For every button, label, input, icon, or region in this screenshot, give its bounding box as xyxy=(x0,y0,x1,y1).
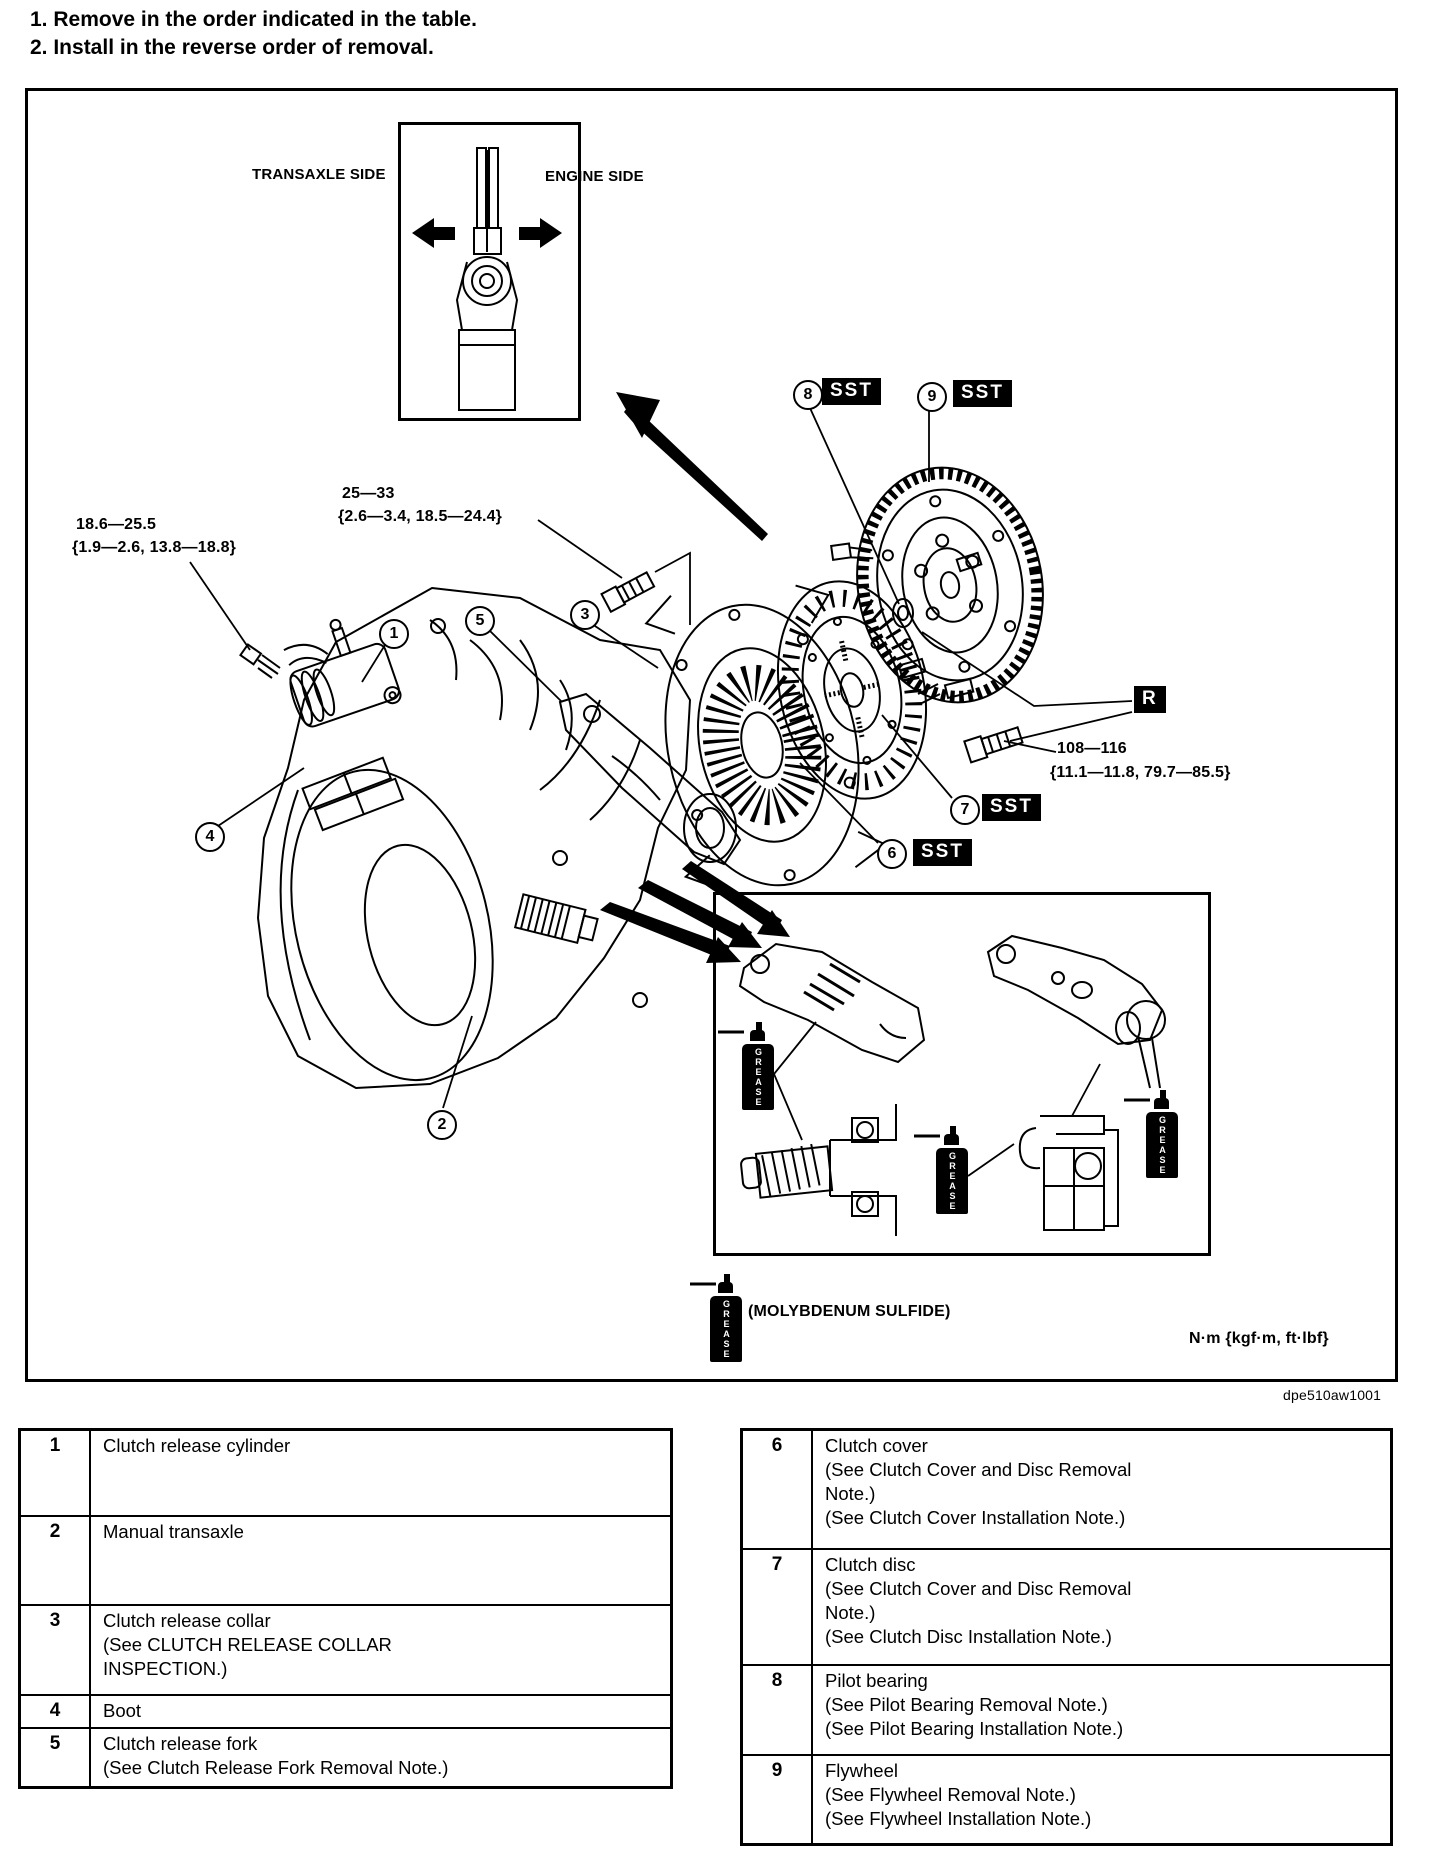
callout-5: 5 xyxy=(465,606,495,636)
torque-spec-1-alt: {1.9—2.6, 13.8—18.8} xyxy=(72,539,237,556)
callout-2: 2 xyxy=(427,1110,457,1140)
part-note: (See Clutch Cover and Disc Removal xyxy=(825,1578,1132,1599)
arrow-to-inset xyxy=(616,392,768,541)
table-row xyxy=(21,1604,670,1694)
table-row xyxy=(21,1515,670,1604)
clutch-cover-drawing xyxy=(628,563,889,905)
part-note: Note.) xyxy=(825,1602,876,1623)
torque-spec-2-alt: {2.6—3.4, 18.5—24.4} xyxy=(338,508,503,525)
table-row xyxy=(743,1754,1390,1843)
part-name: Clutch release cylinder xyxy=(103,1435,291,1456)
sst-badge-6: SST xyxy=(913,839,972,866)
engine-side-label: ENGINE SIDE xyxy=(545,168,644,185)
part-number: 9 xyxy=(743,1756,813,1843)
part-name: Boot xyxy=(103,1700,142,1721)
grease-bottle-icon xyxy=(742,1044,774,1110)
grease-bottle-icon xyxy=(1146,1112,1178,1178)
part-note: (See Flywheel Removal Note.) xyxy=(825,1784,1076,1805)
table-row xyxy=(743,1664,1390,1754)
callout-9: 9 xyxy=(917,382,947,412)
part-name: Clutch release fork xyxy=(103,1733,258,1754)
parts-table-right xyxy=(740,1428,1393,1846)
sst-badge-8: SST xyxy=(822,378,881,405)
part-name: Flywheel xyxy=(825,1760,898,1781)
table-row xyxy=(21,1431,670,1515)
callout-4: 4 xyxy=(195,822,225,852)
part-number: 2 xyxy=(21,1517,91,1604)
torque-spec-1-nm: 18.6—25.5 xyxy=(76,516,157,533)
grease-bottle-label: GREASE xyxy=(1157,1115,1168,1175)
grease-bottle-icon xyxy=(710,1296,742,1362)
part-note: (See Pilot Bearing Installation Note.) xyxy=(825,1718,1124,1739)
part-number: 7 xyxy=(743,1550,813,1664)
callout-6: 6 xyxy=(877,839,907,869)
callout-8: 8 xyxy=(793,380,823,410)
part-note: (See Clutch Cover Installation Note.) xyxy=(825,1507,1126,1528)
part-note: (See Flywheel Installation Note.) xyxy=(825,1808,1092,1829)
part-number: 6 xyxy=(743,1431,813,1548)
part-note: (See Pilot Bearing Removal Note.) xyxy=(825,1694,1108,1715)
inset-fork-drawing xyxy=(412,148,562,410)
table-row xyxy=(743,1431,1390,1548)
grease-bottle-icon xyxy=(936,1148,968,1214)
grease-bottle-label: GREASE xyxy=(947,1151,958,1211)
sst-badge-7: SST xyxy=(982,794,1041,821)
part-name: Pilot bearing xyxy=(825,1670,928,1691)
transaxle-drawing xyxy=(258,588,690,1102)
callout-1: 1 xyxy=(379,619,409,649)
parts-table-left xyxy=(18,1428,673,1789)
part-note: (See Clutch Disc Installation Note.) xyxy=(825,1626,1112,1647)
part-name: Manual transaxle xyxy=(103,1521,244,1542)
flywheel-drawing xyxy=(839,453,1061,717)
part-name: Clutch release collar xyxy=(103,1610,271,1631)
part-note: (See Clutch Cover and Disc Removal xyxy=(825,1459,1132,1480)
part-number: 5 xyxy=(21,1729,91,1786)
detail-fork-right-drawing xyxy=(988,936,1165,1088)
instruction-remove: 1. Remove in the order indicated in the table. xyxy=(30,8,477,31)
callout-7: 7 xyxy=(950,795,980,825)
part-note: (See Clutch Release Fork Removal Note.) xyxy=(103,1757,449,1778)
cylinder-bolt-drawing xyxy=(240,644,280,678)
detail-shaft-drawing xyxy=(740,1104,896,1236)
part-note: INSPECTION.) xyxy=(103,1658,228,1679)
arrows-to-detail-box xyxy=(600,861,790,963)
callout-3: 3 xyxy=(570,600,600,630)
units-note: N·m {kgf·m, ft·lbf} xyxy=(1189,1330,1329,1347)
grease-bottle-label: GREASE xyxy=(753,1047,764,1107)
part-name: Clutch cover xyxy=(825,1435,928,1456)
cover-bolt-drawing xyxy=(602,571,656,612)
torque-spec-2-nm: 25—33 xyxy=(342,485,395,502)
torque-spec-3-alt: {11.1—11.8, 79.7—85.5} xyxy=(1050,764,1231,781)
torque-spec-3-nm: 108—116 xyxy=(1057,740,1127,757)
part-note: Note.) xyxy=(825,1483,876,1504)
bracket-drawing xyxy=(303,756,404,831)
part-number: 4 xyxy=(21,1696,91,1727)
detail-collar-section-drawing xyxy=(1020,1116,1118,1230)
sst-badge-9: SST xyxy=(953,380,1012,407)
figure-code: dpe510aw1001 xyxy=(1283,1387,1382,1403)
part-number: 3 xyxy=(21,1606,91,1694)
transaxle-side-label: TRANSAXLE SIDE xyxy=(252,166,386,183)
r-badge: R xyxy=(1134,686,1166,713)
part-note: (See CLUTCH RELEASE COLLAR xyxy=(103,1634,392,1655)
instruction-install: 2. Install in the reverse order of removal. xyxy=(30,36,434,59)
part-number: 1 xyxy=(21,1431,91,1515)
table-row xyxy=(743,1548,1390,1664)
table-row xyxy=(21,1727,670,1786)
table-row xyxy=(21,1694,670,1727)
part-name: Clutch disc xyxy=(825,1554,916,1575)
grease-bottle-label: GREASE xyxy=(721,1299,732,1359)
part-number: 8 xyxy=(743,1666,813,1754)
molybdenum-note: (MOLYBDENUM SULFIDE) xyxy=(748,1303,951,1320)
